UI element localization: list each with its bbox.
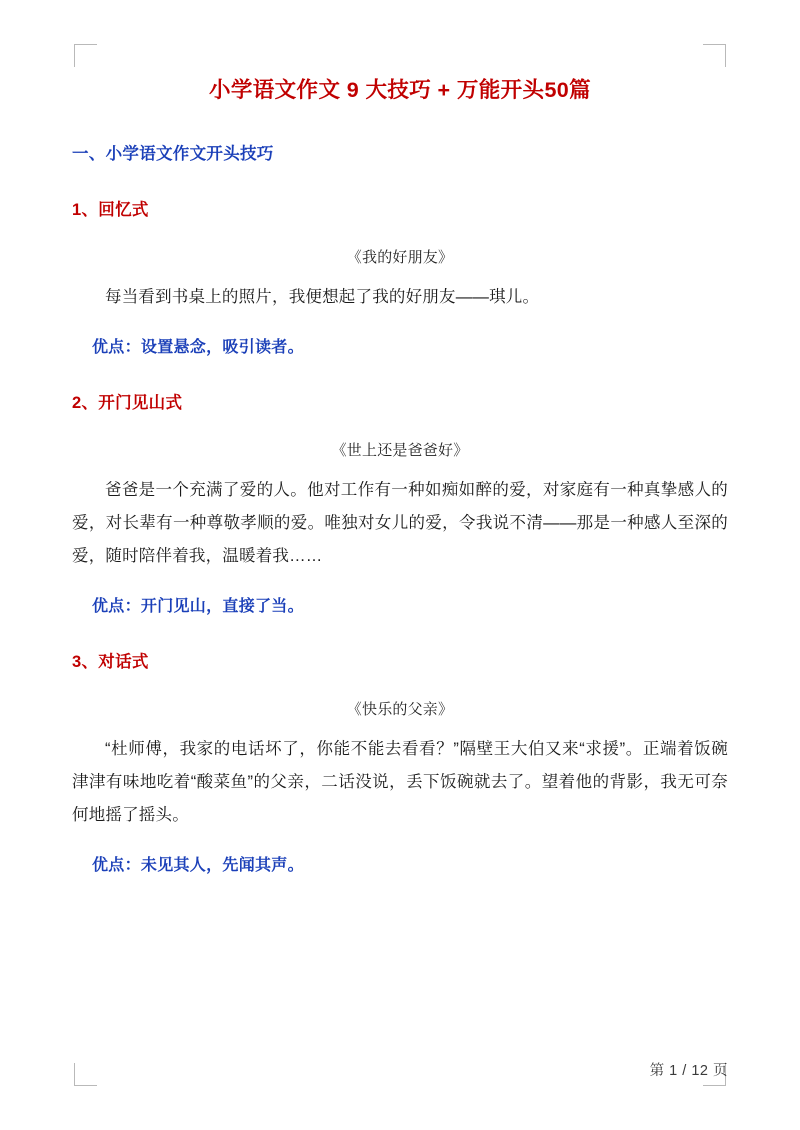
- example-body-3: “杜师傅，我家的电话坏了，你能不能去看看？”隔壁王大伯又来“求援”。正端着饭碗津津有味地吃着“酸菜鱼”的父亲，二话没说，丢下饭碗就去了。望着他的背影，我无可奈何地摇了摇头。: [72, 740, 728, 825]
- example-body-1: 每当看到书桌上的照片，我便想起了我的好朋友——琪儿。: [105, 288, 540, 307]
- section-heading: 一、小学语文作文开头技巧: [72, 145, 274, 164]
- technique-heading-1: 1、回忆式: [72, 201, 149, 220]
- technique-heading-2: 2、开门见山式: [72, 394, 183, 413]
- merit-note-3: 优点：未见其人，先闻其声。: [92, 857, 304, 875]
- crop-mark-top-left: [74, 44, 97, 67]
- example-title-3: 《快乐的父亲》: [346, 701, 454, 719]
- page-title: 小学语文作文 9 大技巧 + 万能开头50篇: [208, 78, 592, 102]
- crop-mark-bottom-left: [74, 1063, 97, 1086]
- example-title-2: 《世上还是爸爸好》: [331, 442, 469, 460]
- example-title-1: 《我的好朋友》: [346, 249, 454, 267]
- merit-note-2: 优点：开门见山，直接了当。: [92, 598, 304, 616]
- page-footer: 第 1 / 12 页: [649, 1063, 728, 1079]
- technique-heading-3: 3、对话式: [72, 653, 149, 672]
- crop-mark-top-right: [703, 44, 726, 67]
- example-body-2: 爸爸是一个充满了爱的人。他对工作有一种如痴如醉的爱，对家庭有一种真挚感人的爱，对长辈有一种尊敬孝顺的爱。唯独对女儿的爱，令我说不清——那是一种感人至深的爱，随时陪伴着我，温暖着我……: [72, 481, 728, 566]
- merit-note-1: 优点：设置悬念，吸引读者。: [92, 339, 304, 357]
